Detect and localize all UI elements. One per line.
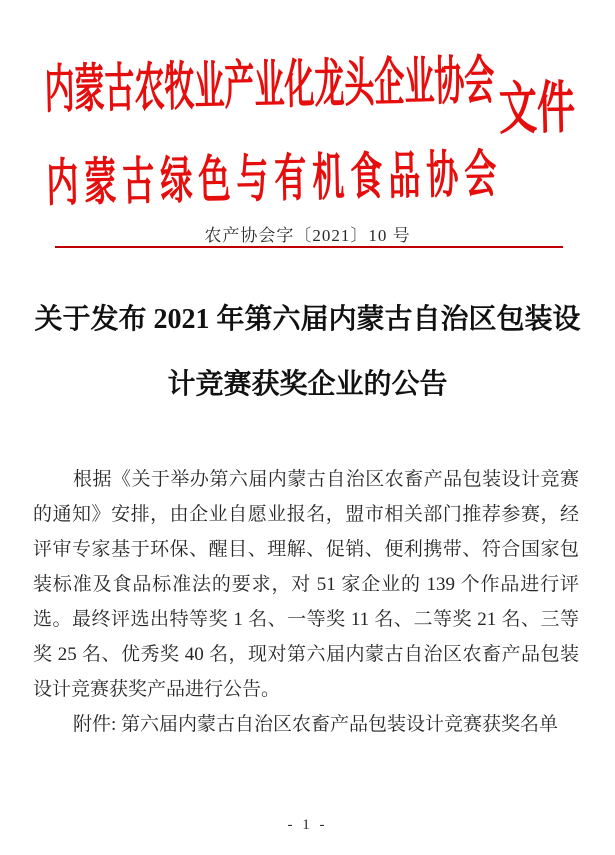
document-title-line2: 计竞赛获奖企业的公告 [167,369,448,400]
page-number: - 1 - [287,817,328,833]
body-line: 评审专家基于环保、醒目、理解、促销、便利携带、符合国家包 [33,539,579,560]
body-line: 奖 25 名、优秀奖 40 名，现对第六届内蒙古自治区农畜产品包装 [33,644,579,665]
org-name-line1: 内蒙古农牧业产业化龙头企业协会 [43,52,495,120]
org-name-line2: 内蒙古绿色与有机食品协会 [45,144,503,212]
doc-number: 农产协会字〔2021〕10 号 [204,226,411,245]
red-divider-line [55,246,563,248]
body-line: 选。最终评选出特等奖 1 名、一等奖 11 名、二等奖 21 名、三等 [33,609,579,630]
body-line: 的通知》安排，由企业自愿业报名，盟市相关部门推荐参赛，经 [33,504,579,525]
document-title [20,302,595,403]
body-line: 设计竞赛获奖产品进行公告。 [33,679,281,700]
body-line: 根据《关于举办第六届内蒙古自治区农畜产品包装设计竞赛 [73,469,579,490]
body-paragraph [33,462,579,742]
letterhead [43,24,576,212]
doc-type-label: 文件 [498,77,576,143]
body-line: 装标准及食品标准法的要求，对 51 家企业的 139 个作品进行评 [33,574,579,595]
attachment-line: 附件: 第六届内蒙古自治区农畜产品包装设计竞赛获奖名单 [73,714,559,735]
document-title-line1: 关于发布 2021 年第六届内蒙古自治区包装设 [34,304,581,335]
